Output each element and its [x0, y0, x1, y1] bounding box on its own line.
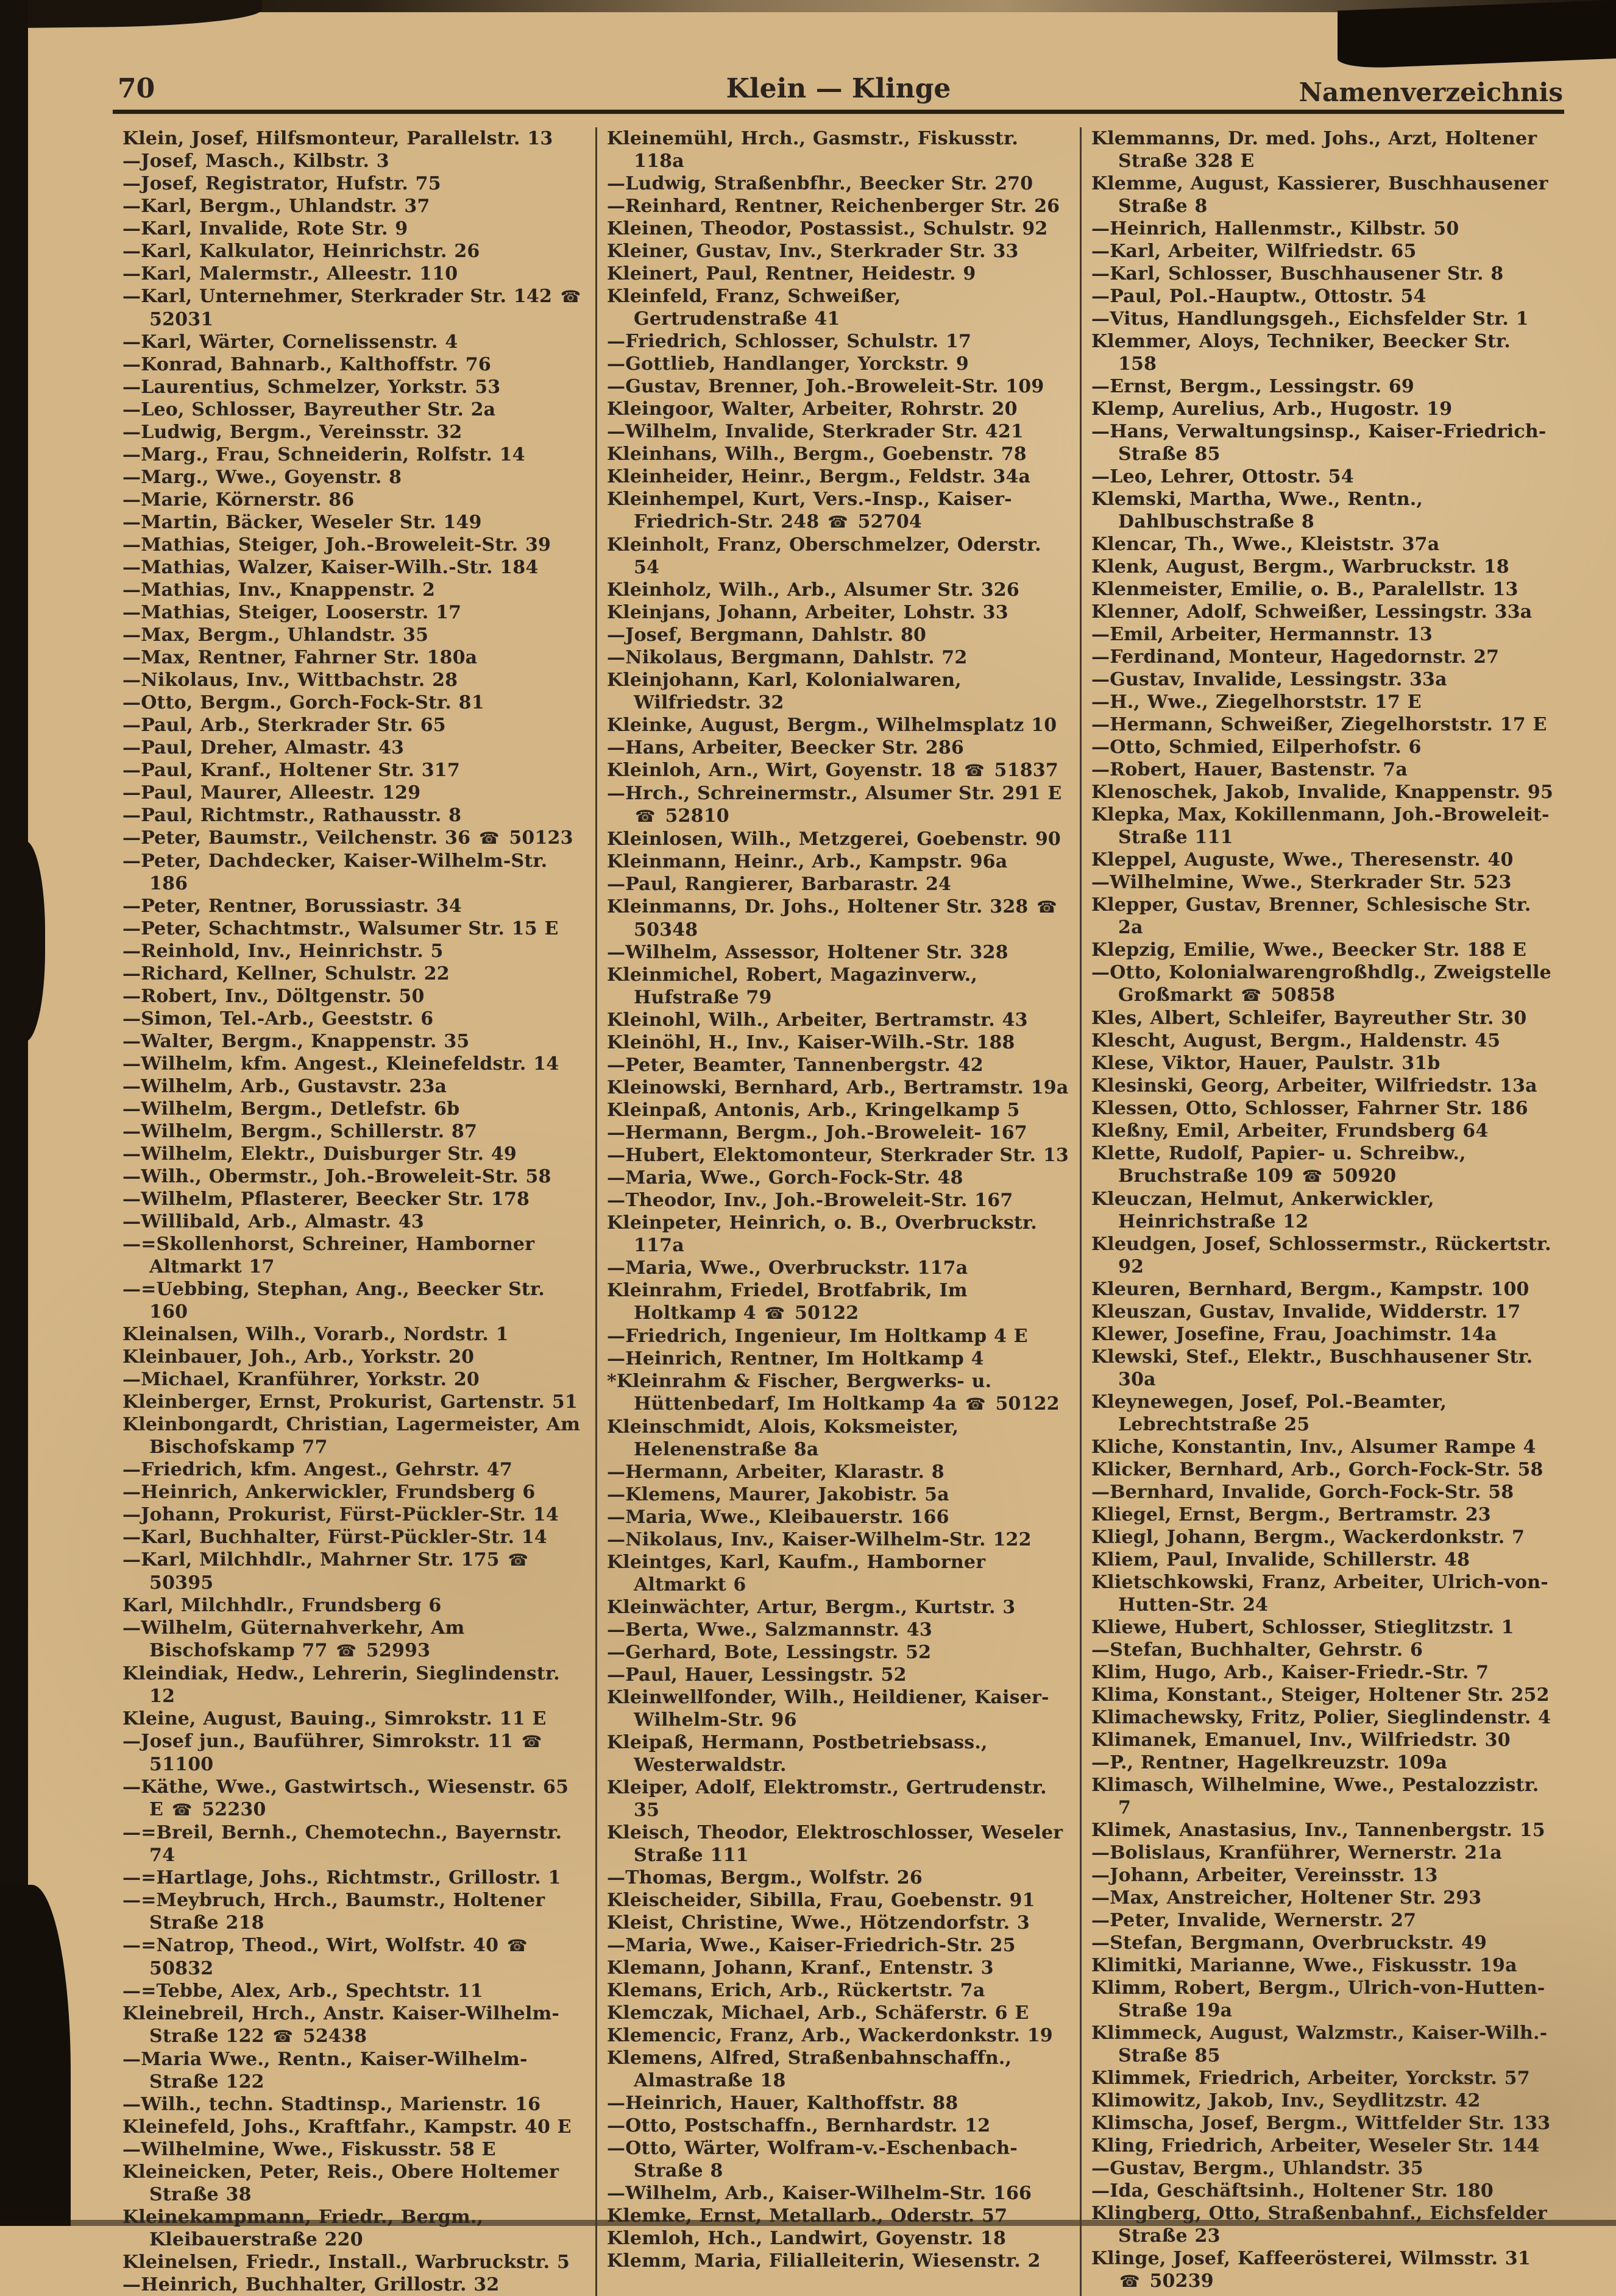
scan-shadow-bottom-left	[0, 1885, 71, 2226]
directory-entry: Klemans, Erich, Arb., Rückertstr. 7a	[607, 1980, 985, 2001]
directory-entry: Kleinbongardt, Christian, Lagermeister, Am Bischofskamp 77	[122, 1414, 581, 1458]
directory-entry: —Robert, Hauer, Bastenstr. 7a	[1091, 759, 1408, 780]
directory-entry: Kleinhans, Wilh., Bergm., Goebenstr. 78	[607, 443, 1027, 465]
directory-entry: —Bolislaus, Kranführer, Wernerstr. 21a	[1091, 1842, 1502, 1863]
directory-entry: Klimmeck, August, Walzmstr., Kaiser-Wilh.-Straße 85	[1091, 2022, 1548, 2066]
directory-entry: —Stefan, Buchhalter, Gehrstr. 6	[1091, 1639, 1423, 1661]
directory-entry: Kleinke, August, Bergm., Wilhelmsplatz 10	[607, 715, 1057, 736]
directory-entry: Klenmeister, Emilie, o. B., Paralellstr. 13	[1091, 579, 1519, 600]
telephone-icon: ☎	[1037, 898, 1057, 917]
telephone-icon: ☎	[171, 1801, 193, 1820]
directory-entry: Kleinheider, Heinr., Bergm., Feldstr. 34a	[607, 466, 1031, 487]
directory-entry: Klepzig, Emilie, Wwe., Beecker Str. 188 E	[1091, 939, 1527, 961]
section-label: Namenverzeichnis	[1299, 77, 1563, 107]
directory-entry: Kleinloh, Arn., Wirt, Goyenstr. 18 ☎ 51837	[607, 760, 1058, 781]
telephone-icon: ☎	[965, 1395, 986, 1414]
directory-entry: Kleinlosen, Wilh., Metzgerei, Goebenstr. 90	[607, 828, 1061, 850]
telephone-icon: ☎	[560, 288, 581, 306]
directory-entry: —Wilhelmine, Wwe., Fiskusstr. 58 E	[122, 2139, 496, 2160]
directory-entry: Kleinholz, Wilh., Arb., Alsumer Str. 326	[607, 579, 1019, 601]
directory-entry: Kleinjohann, Karl, Kolonialwaren, Wilfriedstr. 32	[607, 669, 962, 713]
column-1	[113, 127, 595, 2296]
directory-entry: —Stefan, Bergmann, Overbruckstr. 49	[1091, 1932, 1487, 1954]
directory-entry: —Peter, Dachdecker, Kaiser-Wilhelm-Str. 186	[122, 850, 548, 894]
directory-entry: —Heinrich, Hallenmstr., Kilbstr. 50	[1091, 218, 1459, 239]
directory-entry: —Ida, Geschäftsinh., Holtener Str. 180	[1091, 2180, 1494, 2202]
directory-entry: —Hermann, Schweißer, Ziegelhorststr. 17 E	[1091, 714, 1547, 735]
directory-entry: —Josef, Masch., Kilbstr. 3	[122, 150, 389, 172]
directory-entry: Kleiner, Gustav, Inv., Sterkrader Str. 33	[607, 241, 1019, 262]
directory-entry: —Max, Anstreicher, Holtener Str. 293	[1091, 1887, 1482, 1909]
directory-entry: —Laurentius, Schmelzer, Yorkstr. 53	[122, 376, 501, 398]
directory-entry: —Peter, Invalide, Wernerstr. 27	[1091, 1910, 1417, 1931]
directory-entry: —Heinrich, Ankerwickler, Frundsberg 6	[122, 1482, 536, 1503]
directory-entry: Kleisch, Theodor, Elektroschlosser, Weseler Straße 111	[607, 1822, 1063, 1866]
directory-entry: —Otto, Bergm., Gorch-Fock-Str. 81	[122, 692, 484, 713]
directory-entry: Kleinwächter, Artur, Bergm., Kurtstr. 3	[607, 1597, 1016, 1618]
directory-entry: —Hans, Arbeiter, Beecker Str. 286	[607, 737, 964, 758]
directory-entry: Klimscha, Josef, Bergm., Wittfelder Str. 133	[1091, 2113, 1551, 2134]
directory-entry: Kleinöhl, H., Inv., Kaiser-Wilh.-Str. 188	[607, 1032, 1015, 1053]
directory-entry: —Karl, Unternehmer, Sterkrader Str. 142 ☎ 52031	[122, 285, 586, 331]
directory-entry: Klingberg, Otto, Straßenbahnf., Eichsfelder Straße 23	[1091, 2203, 1547, 2247]
telephone-icon: ☎	[964, 761, 985, 780]
directory-entry: Klimanek, Emanuel, Inv., Wilfriedstr. 30	[1091, 1729, 1511, 1751]
directory-entry: Kleinhempel, Kurt, Vers.-Insp., Kaiser-Friedrich-Str. 248 ☎ 52704	[607, 489, 1012, 532]
directory-entry: —=Skollenhorst, Schreiner, Hamborner Altmarkt 17	[122, 1234, 535, 1277]
directory-entry: Klimowitz, Jakob, Inv., Seydlitzstr. 42	[1091, 2090, 1481, 2111]
directory-entry: —Hermann, Arbeiter, Klarastr. 8	[607, 1461, 944, 1483]
directory-entry: —Friedrich, Ingenieur, Im Holtkamp 4 E	[607, 1326, 1028, 1347]
directory-entry: —Martin, Bäcker, Weseler Str. 149	[122, 512, 482, 533]
directory-columns	[113, 127, 1564, 2296]
directory-entry: —Karl, Invalide, Rote Str. 9	[122, 218, 408, 239]
directory-entry: Klicker, Bernhard, Arb., Gorch-Fock-Str. 58	[1091, 1459, 1543, 1480]
directory-entry: Kleßny, Emil, Arbeiter, Frundsberg 64	[1091, 1120, 1489, 1142]
directory-entry: —Peter, Rentner, Borussiastr. 34	[122, 895, 462, 917]
directory-entry: *Kleinrahm & Fischer, Bergwerks- u. Hüttenbedarf, Im Holtkamp 4a ☎ 50122	[607, 1371, 1060, 1415]
directory-entry: —Wilhelm, Arb., Gustavstr. 23a	[122, 1076, 447, 1097]
directory-entry: —Otto, Wärter, Wolfram-v.-Eschenbach-Straße 8	[607, 2138, 1018, 2181]
directory-entry: —Peter, Schachtmstr., Walsumer Str. 15 E	[122, 918, 559, 939]
directory-entry: Kleinowski, Bernhard, Arb., Bertramstr. 19a	[607, 1077, 1069, 1098]
scan-shadow-left-middle	[0, 841, 45, 1042]
directory-entry: Klenner, Adolf, Schweißer, Lessingstr. 33a	[1091, 601, 1533, 623]
directory-entry: —Ludwig, Straßenbfhr., Beecker Str. 270	[607, 173, 1033, 194]
directory-entry: Kleuren, Bernhard, Bergm., Kampstr. 100	[1091, 1279, 1529, 1300]
directory-entry: Klesinski, Georg, Arbeiter, Wilfriedstr. 13a	[1091, 1075, 1537, 1097]
directory-entry: —Friedrich, Schlosser, Schulstr. 17	[607, 331, 972, 352]
telephone-icon: ☎	[764, 1304, 785, 1323]
directory-entry: Kleinekampmann, Friedr., Bergm., Kleibauerstraße 220	[122, 2206, 484, 2250]
directory-entry: —Wilhelm, Güternahverkehr, Am Bischofskamp 77 ☎ 52993	[122, 1617, 465, 1661]
directory-entry: —Wilhelm, Arb., Kaiser-Wilhelm-Str. 166	[607, 2183, 1032, 2204]
directory-entry: Klencar, Th., Wwe., Kleiststr. 37a	[1091, 534, 1440, 555]
directory-entry: Kleudgen, Josef, Schlossermstr., Rückertstr. 92	[1091, 1234, 1551, 1277]
directory-entry: —Paul, Rangierer, Barbarastr. 24	[607, 874, 952, 895]
directory-entry: —Emil, Arbeiter, Hermannstr. 13	[1091, 624, 1433, 645]
directory-entry: —Paul, Maurer, Alleestr. 129	[122, 782, 421, 804]
directory-entry: —Gottlieb, Handlanger, Yorckstr. 9	[607, 353, 969, 375]
directory-entry: Kleinelsen, Friedr., Install., Warbruckstr. 5	[122, 2252, 570, 2273]
directory-entry: Kleischeider, Sibilla, Frau, Goebenstr. 91	[607, 1890, 1035, 1911]
directory-entry: —=Hartlage, Johs., Richtmstr., Grillostr. 1	[122, 1867, 561, 1888]
directory-entry: —Karl, Wärter, Cornelissenstr. 4	[122, 331, 458, 353]
directory-entry: Klewer, Josefine, Frau, Joachimstr. 14a	[1091, 1324, 1497, 1345]
directory-entry: —Karl, Kalkulator, Heinrichstr. 26	[122, 241, 480, 262]
directory-entry: —Wilhelm, Elektr., Duisburger Str. 49	[122, 1143, 517, 1165]
directory-entry: —Otto, Schmied, Eilperhofstr. 6	[1091, 736, 1422, 758]
directory-entry: Kleinfeld, Franz, Schweißer, Gertrudenstraße 41	[607, 286, 901, 330]
directory-entry: —Wilhelmine, Wwe., Sterkrader Str. 523	[1091, 872, 1512, 893]
directory-entry: —Max, Bergm., Uhlandstr. 35	[122, 624, 429, 646]
directory-entry: Kleuczan, Helmut, Ankerwickler, Heinrichstraße 12	[1091, 1189, 1434, 1232]
directory-entry: —Heinrich, Hauer, Kalthoffstr. 88	[607, 2093, 959, 2114]
directory-entry: Kleinwellfonder, Wilh., Heildiener, Kaiser-Wilhelm-Str. 96	[607, 1687, 1049, 1731]
directory-entry: Kleinbauer, Joh., Arb., Yorkstr. 20	[122, 1346, 475, 1368]
directory-entry: Klenoschek, Jakob, Invalide, Knappenstr. 95	[1091, 782, 1554, 803]
directory-entry: —Johann, Arbeiter, Vereinsstr. 13	[1091, 1865, 1438, 1886]
directory-entry: —Hermann, Bergm., Joh.-Broweleit- 167	[607, 1122, 1027, 1143]
scan-shadow-top-right	[1338, 0, 1616, 69]
directory-entry: Kleinjans, Johann, Arbeiter, Lohstr. 33	[607, 602, 1008, 623]
directory-entry: Kles, Albert, Schleifer, Bayreuther Str. 30	[1091, 1008, 1527, 1029]
directory-entry: Klimitki, Marianne, Wwe., Fiskusstr. 19a	[1091, 1955, 1517, 1976]
directory-entry: —=Breil, Bernh., Chemotechn., Bayernstr. 74	[122, 1822, 562, 1866]
telephone-icon: ☎	[478, 829, 500, 848]
directory-entry: —Otto, Postschaffn., Bernhardstr. 12	[607, 2115, 991, 2136]
directory-entry: —Konrad, Bahnarb., Kalthoffstr. 76	[122, 354, 491, 375]
directory-entry: —Gustav, Invalide, Lessingstr. 33a	[1091, 669, 1447, 690]
directory-entry: Klein, Josef, Hilfsmonteur, Parallelstr. 13	[122, 128, 553, 149]
directory-entry: —Paul, Hauer, Lessingstr. 52	[607, 1664, 907, 1686]
directory-entry: —Mathias, Steiger, Looserstr. 17	[122, 602, 462, 623]
directory-entry: —Wilhelm, Assessor, Holtener Str. 328	[607, 942, 1008, 963]
directory-entry: —=Uebbing, Stephan, Ang., Beecker Str. 160	[122, 1279, 545, 1323]
directory-entry: —Berta, Wwe., Salzmannstr. 43	[607, 1619, 932, 1641]
directory-entry: —Friedrich, kfm. Angest., Gehrstr. 47	[122, 1459, 512, 1480]
directory-entry: —Josef, Registrator, Hufstr. 75	[122, 173, 441, 194]
directory-entry: —Robert, Inv., Döltgenstr. 50	[122, 986, 425, 1007]
telephone-icon: ☎	[1119, 2272, 1140, 2291]
directory-entry: —Wilhelm, Invalide, Sterkrader Str. 421	[607, 421, 1024, 442]
directory-entry: —Simon, Tel.-Arb., Geeststr. 6	[122, 1008, 434, 1030]
directory-entry: —Heinrich, Rentner, Im Holtkamp 4	[607, 1348, 984, 1369]
directory-entry: —Johann, Prokurist, Fürst-Pückler-Str. 14	[122, 1504, 559, 1525]
directory-entry: —Josef jun., Bauführer, Simrokstr. 11 ☎ 51100	[122, 1730, 586, 1776]
telephone-icon: ☎	[506, 1937, 528, 1955]
column-3	[1080, 127, 1564, 2296]
directory-entry: Klemke, Ernst, Metallarb., Oderstr. 57	[607, 2205, 1008, 2227]
directory-entry: Klimm, Robert, Bergm., Ulrich-von-Hutten-Straße 19a	[1091, 1977, 1545, 2021]
directory-entry: Klepper, Gustav, Brenner, Schlesische Str. 2a	[1091, 894, 1531, 938]
page-header	[113, 72, 1564, 114]
directory-entry: —Maria, Wwe., Overbruckstr. 117a	[607, 1257, 968, 1279]
directory-entry: —Theodor, Inv., Joh.-Broweleit-Str. 167	[607, 1190, 1013, 1211]
directory-entry: —Hans, Verwaltungsinsp., Kaiser-Friedrich-Straße 85	[1091, 421, 1547, 465]
directory-entry: Kleinmichel, Robert, Magazinverw., Hufstraße 79	[607, 964, 978, 1008]
telephone-icon: ☎	[521, 1733, 542, 1751]
directory-entry: —Mathias, Inv., Knappenstr. 2	[122, 579, 436, 601]
directory-entry: —Maria, Wwe., Kaiser-Friedrich-Str. 25	[607, 1935, 1016, 1956]
directory-entry: Klimachewsky, Fritz, Polier, Sieglindenstr. 4	[1091, 1707, 1551, 1728]
directory-entry: —Mathias, Steiger, Joh.-Broweleit-Str. 39	[122, 534, 551, 556]
directory-entry: —Paul, Pol.-Hauptw., Ottostr. 54	[1091, 286, 1426, 307]
directory-entry: —Josef, Bergmann, Dahlstr. 80	[607, 624, 927, 646]
directory-entry: Kliem, Paul, Invalide, Schillerstr. 48	[1091, 1549, 1470, 1570]
directory-entry: —Karl, Buchhalter, Fürst-Pückler-Str. 14	[122, 1527, 547, 1548]
directory-entry: Klese, Viktor, Hauer, Paulstr. 31b	[1091, 1053, 1441, 1074]
directory-entry: —Bernhard, Invalide, Gorch-Fock-Str. 58	[1091, 1482, 1514, 1503]
directory-entry: Klemp, Aurelius, Arb., Hugostr. 19	[1091, 398, 1453, 420]
directory-entry: —=Meybruch, Hrch., Baumstr., Holtener Straße 218	[122, 1890, 545, 1934]
telephone-icon: ☎	[827, 513, 848, 532]
directory-entry: Klepka, Max, Kokillenmann, Joh.-Broweleit-Straße 111	[1091, 804, 1550, 848]
directory-page	[113, 72, 1564, 2296]
directory-entry: —Gerhard, Bote, Lessingstr. 52	[607, 1642, 932, 1663]
directory-entry: Kleintges, Karl, Kaufm., Hamborner Altmarkt 6	[607, 1552, 986, 1595]
directory-entry: Klessen, Otto, Schlosser, Fahrner Str. 186	[1091, 1098, 1528, 1119]
telephone-icon: ☎	[1241, 986, 1262, 1005]
directory-entry: —Mathias, Walzer, Kaiser-Wilh.-Str. 184	[122, 557, 539, 578]
directory-entry: Karl, Milchhdlr., Frundsberg 6	[122, 1595, 442, 1616]
directory-entry: Klima, Konstant., Steiger, Holtener Str. 252	[1091, 1684, 1550, 1706]
directory-entry: —Karl, Malermstr., Alleestr. 110	[122, 263, 458, 284]
directory-entry: —Marg., Frau, Schneiderin, Rolfstr. 14	[122, 444, 525, 465]
directory-entry: —Vitus, Handlungsgeh., Eichsfelder Str. 1	[1091, 308, 1529, 330]
directory-entry: Kleist, Christine, Wwe., Hötzendorfstr. 3	[607, 1912, 1030, 1934]
directory-entry: Kleingoor, Walter, Arbeiter, Rohrstr. 20	[607, 398, 1018, 420]
directory-entry: —Nikolaus, Bergmann, Dahlstr. 72	[607, 647, 968, 668]
directory-entry: —Käthe, Wwe., Gastwirtsch., Wiesenstr. 65 E ☎ 52230	[122, 1776, 569, 1820]
directory-entry: —Gustav, Bergm., Uhlandstr. 35	[1091, 2158, 1423, 2179]
telephone-icon: ☎	[635, 807, 656, 826]
directory-entry: —Wilhelm, kfm. Angest., Kleinefeldstr. 14	[122, 1053, 559, 1075]
directory-entry: Klemann, Johann, Kranf., Entenstr. 3	[607, 1957, 994, 1979]
directory-entry: Klinge, Josef, Kaffeerösterei, Wilmsstr. 31 ☎ 50239	[1091, 2248, 1531, 2292]
directory-entry: Klemloh, Hch., Landwirt, Goyenstr. 18	[607, 2228, 1007, 2249]
directory-entry: —Walter, Bergm., Knappenstr. 35	[122, 1031, 470, 1052]
directory-entry: Klemme, August, Kassierer, Buschhausener Straße 8	[1091, 173, 1548, 217]
directory-entry: Kleinholt, Franz, Oberschmelzer, Oderstr. 54	[607, 534, 1041, 578]
telephone-icon: ☎	[272, 2027, 294, 2046]
directory-entry: —Max, Rentner, Fahrner Str. 180a	[122, 647, 478, 668]
directory-entry: Klim, Hugo, Arb., Kaiser-Friedr.-Str. 7	[1091, 1662, 1489, 1683]
scan-shadow-top-left	[0, 0, 262, 28]
directory-entry: Klette, Rudolf, Papier- u. Schreibw., Bruchstraße 109 ☎ 50920	[1091, 1143, 1466, 1187]
directory-entry: —Wilh., Obermstr., Joh.-Broweleit-Str. 58	[122, 1166, 551, 1187]
directory-entry: Kleinalsen, Wilh., Vorarb., Nordstr. 1	[122, 1324, 509, 1345]
directory-entry: Klemmanns, Dr. med. Johs., Arzt, Holtener Straße 328 E	[1091, 128, 1537, 172]
directory-entry: —Karl, Arbeiter, Wilfriedstr. 65	[1091, 241, 1417, 262]
directory-entry: Kleinohl, Wilh., Arbeiter, Bertramstr. 43	[607, 1009, 1028, 1031]
directory-entry: Kliegl, Johann, Bergm., Wackerdonkstr. 7	[1091, 1527, 1525, 1548]
directory-entry: —Peter, Baumstr., Veilchenstr. 36 ☎ 50123	[122, 827, 573, 849]
directory-entry: —Paul, Arb., Sterkrader Str. 65	[122, 715, 446, 736]
directory-entry: Kleindiak, Hedw., Lehrerin, Sieglindenstr. 12	[122, 1663, 560, 1707]
directory-entry: —Leo, Lehrer, Ottostr. 54	[1091, 466, 1354, 487]
directory-entry: Kling, Friedrich, Arbeiter, Weseler Str. 144	[1091, 2135, 1540, 2156]
directory-entry: Kleinpaß, Antonis, Arb., Kringelkamp 5	[607, 1100, 1020, 1121]
telephone-icon: ☎	[1302, 1167, 1323, 1186]
directory-entry: Klewski, Stef., Elektr., Buschhausener Str. 30a	[1091, 1346, 1533, 1390]
directory-entry: Klemens, Alfred, Straßenbahnschaffn., Almastraße 18	[607, 2047, 1012, 2091]
directory-entry: Kleynewegen, Josef, Pol.-Beamter, Lebrechtstraße 25	[1091, 1391, 1447, 1435]
directory-entry: —=Natrop, Theod., Wirt, Wolfstr. 40 ☎ 50832	[122, 1934, 586, 1980]
directory-entry: —Paul, Dreher, Almastr. 43	[122, 737, 405, 758]
directory-entry: Kleinert, Paul, Rentner, Heidestr. 9	[607, 263, 976, 284]
directory-entry: Kleiper, Adolf, Elektromstr., Gertrudenstr. 35	[607, 1777, 1047, 1821]
page-number: 70	[118, 73, 155, 104]
directory-entry: Klemski, Martha, Wwe., Rentn., Dahlbuschstraße 8	[1091, 489, 1423, 532]
directory-entry: —Michael, Kranführer, Yorkstr. 20	[122, 1369, 480, 1390]
telephone-icon: ☎	[508, 1551, 529, 1570]
directory-entry: —Paul, Kranf., Holtener Str. 317	[122, 760, 460, 781]
directory-entry: —Richard, Kellner, Schulstr. 22	[122, 963, 450, 984]
directory-entry: Kleipaß, Hermann, Postbetriebsass., Westerwaldstr.	[607, 1732, 988, 1776]
directory-entry: —Ernst, Bergm., Lessingstr. 69	[1091, 376, 1415, 397]
directory-entry: —H., Wwe., Ziegelhorststr. 17 E	[1091, 691, 1422, 713]
directory-entry: Kliegel, Ernst, Bergm., Bertramstr. 23	[1091, 1504, 1491, 1525]
directory-entry: Kleinemühl, Hrch., Gasmstr., Fiskusstr. 118a	[607, 128, 1019, 172]
directory-entry: —Maria, Wwe., Gorch-Fock-Str. 48	[607, 1167, 963, 1189]
directory-entry: Klenk, August, Bergm., Warbruckstr. 18	[1091, 556, 1509, 578]
directory-entry: —Leo, Schlosser, Bayreuther Str. 2a	[122, 399, 496, 420]
directory-entry: —Ferdinand, Monteur, Hagedornstr. 27	[1091, 646, 1500, 668]
directory-entry: —Otto, Kolonialwarengroßhdlg., Zweigstelle Großmarkt ☎ 50858	[1091, 962, 1551, 1006]
directory-entry: Kleineicken, Peter, Reis., Obere Holtemer Straße 38	[122, 2161, 559, 2205]
directory-entry: —Reinhold, Inv., Heinrichstr. 5	[122, 941, 444, 962]
directory-entry: Kleppel, Auguste, Wwe., Theresenstr. 40	[1091, 849, 1514, 871]
directory-entry: —Heinrich, Buchhalter, Grillostr. 32	[122, 2274, 500, 2295]
directory-entry: Klietschkowski, Franz, Arbeiter, Ulrich-von-Hutten-Str. 24	[1091, 1572, 1548, 1616]
directory-entry: —Willibald, Arb., Almastr. 43	[122, 1211, 424, 1232]
directory-entry: Kleinpeter, Heinrich, o. B., Overbruckstr. 117a	[607, 1212, 1037, 1256]
page-title: Klein — Klinge	[726, 73, 951, 104]
directory-entry: —Karl, Bergm., Uhlandstr. 37	[122, 196, 430, 217]
directory-entry: —Nikolaus, Inv., Kaiser-Wilhelm-Str. 122	[607, 1529, 1032, 1550]
directory-entry: —Karl, Milchhdlr., Mahrner Str. 175 ☎ 50395	[122, 1549, 586, 1594]
directory-entry: Kleinberger, Ernst, Prokurist, Gartenstr. 51	[122, 1391, 578, 1413]
directory-entry: —Maria, Wwe., Kleibauerstr. 166	[607, 1507, 949, 1528]
directory-entry: —Karl, Schlosser, Buschhausener Str. 8	[1091, 263, 1504, 284]
directory-entry: Kleinrahm, Friedel, Brotfabrik, Im Holtkamp 4 ☎ 50122	[607, 1280, 968, 1324]
directory-entry: Klemczak, Michael, Arb., Schäferstr. 6 E	[607, 2002, 1029, 2024]
directory-entry: —Wilhelm, Bergm., Detlefstr. 6b	[122, 1098, 460, 1120]
directory-entry: —Peter, Beamter, Tannenbergstr. 42	[607, 1054, 983, 1076]
directory-entry: Kleinen, Theodor, Postassist., Schulstr. 92	[607, 218, 1048, 239]
directory-entry: —P., Rentner, Hagelkreuzstr. 109a	[1091, 1752, 1448, 1773]
directory-entry: Kleinmanns, Dr. Johs., Holtener Str. 328 ☎ 50348	[607, 895, 1070, 941]
directory-entry: —Paul, Richtmstr., Rathausstr. 8	[122, 805, 462, 826]
directory-entry: Klemencic, Franz, Arb., Wackerdonkstr. 19	[607, 2025, 1053, 2046]
directory-entry: —Maria Wwe., Rentn., Kaiser-Wilhelm-Straße 122	[122, 2049, 528, 2093]
directory-entry: —Marg., Wwe., Goyenstr. 8	[122, 467, 402, 488]
directory-entry: Klimmek, Friedrich, Arbeiter, Yorckstr. 57	[1091, 2068, 1530, 2089]
directory-entry: Klemm, Maria, Filialleiterin, Wiesenstr. 2	[607, 2250, 1041, 2272]
directory-entry: —=Tebbe, Alex, Arb., Spechtstr. 11	[122, 1980, 483, 2002]
directory-entry: —Klemens, Maurer, Jakobistr. 5a	[607, 1484, 949, 1505]
directory-entry: Kleine, August, Bauing., Simrokstr. 11 E	[122, 1708, 547, 1729]
directory-entry: Kleinschmidt, Alois, Koksmeister, Helenenstraße 8a	[607, 1416, 959, 1460]
column-2	[595, 127, 1080, 2296]
directory-entry: Kleinebreil, Hrch., Anstr. Kaiser-Wilhelm-Straße 122 ☎ 52438	[122, 2003, 560, 2047]
directory-entry: —Hubert, Elektomonteur, Sterkrader Str. 13	[607, 1145, 1069, 1166]
directory-entry: Kliche, Konstantin, Inv., Alsumer Rampe 4	[1091, 1436, 1536, 1458]
directory-entry: Klescht, August, Bergm., Haldenstr. 45	[1091, 1030, 1501, 1051]
directory-entry: —Thomas, Bergm., Wolfstr. 26	[607, 1867, 923, 1888]
directory-entry: Kleinmann, Heinr., Arb., Kampstr. 96a	[607, 851, 1008, 872]
directory-entry: Klimasch, Wilhelmine, Wwe., Pestalozzistr. 7	[1091, 1775, 1539, 1818]
directory-entry: —Wilh., techn. Stadtinsp., Marienstr. 16	[122, 2094, 541, 2115]
directory-entry: Kleinefeld, Johs., Kraftfahr., Kampstr. 40 E	[122, 2116, 572, 2138]
directory-entry: —Wilhelm, Pflasterer, Beecker Str. 178	[122, 1189, 530, 1210]
directory-entry: —Wilhelm, Bergm., Schillerstr. 87	[122, 1121, 478, 1142]
directory-entry: —Gustav, Brenner, Joh.-Broweleit-Str. 109	[607, 376, 1044, 397]
directory-entry: —Reinhard, Rentner, Reichenberger Str. 26	[607, 196, 1060, 217]
directory-entry: Kleuszan, Gustav, Invalide, Widderstr. 17	[1091, 1301, 1521, 1323]
directory-entry: —Marie, Körnerstr. 86	[122, 489, 355, 510]
telephone-icon: ☎	[336, 1642, 357, 1661]
directory-entry: —Hrch., Schreinermstr., Alsumer Str. 291 E ☎ 52810	[607, 783, 1062, 827]
directory-entry: Klemmer, Aloys, Techniker, Beecker Str. 158	[1091, 331, 1511, 375]
directory-entry: Klimek, Anastasius, Inv., Tannenbergstr. 15	[1091, 1820, 1545, 1841]
directory-entry: —Ludwig, Bergm., Vereinsstr. 32	[122, 422, 462, 443]
directory-entry: —Nikolaus, Inv., Wittbachstr. 28	[122, 669, 458, 691]
directory-entry: Kliewe, Hubert, Schlosser, Stieglitzstr. 1	[1091, 1617, 1514, 1638]
